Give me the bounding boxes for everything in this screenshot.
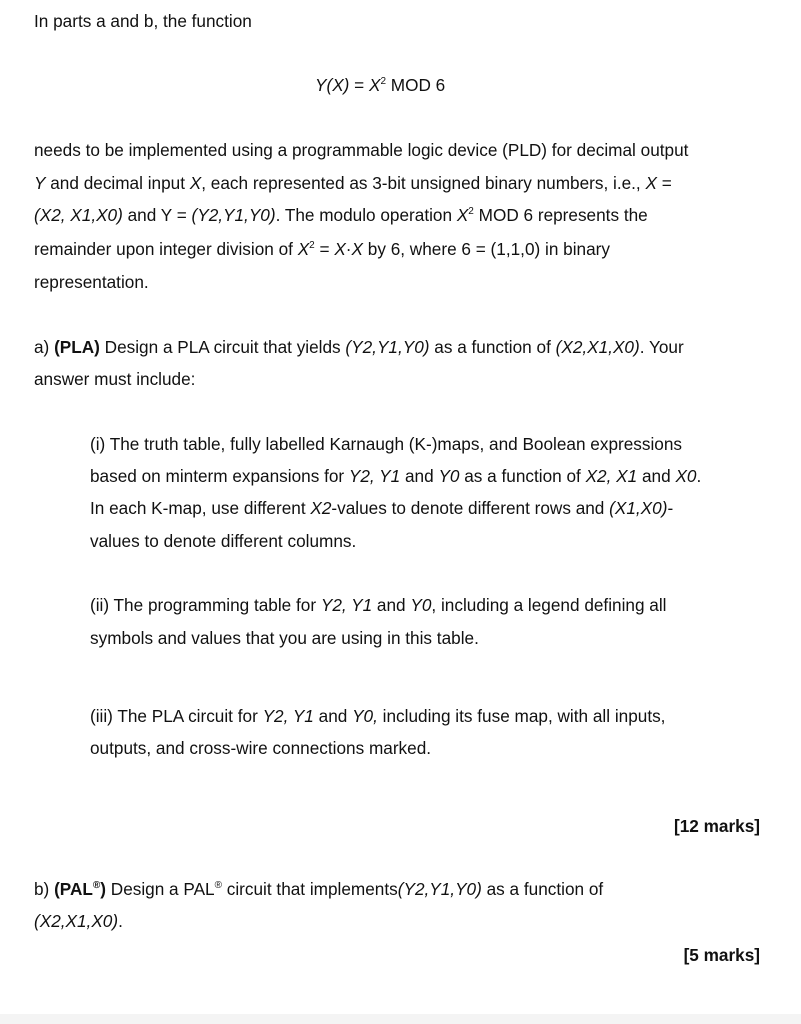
formula-base: X: [368, 75, 381, 95]
item-iii-text: including its fuse map, with all inputs,: [377, 706, 666, 726]
item-ii-text: and: [372, 595, 411, 615]
part-b-tag-text: (PAL: [54, 879, 93, 899]
part-a-text: Design a PLA circuit that yields: [99, 337, 346, 357]
description-text: and Y =: [122, 205, 192, 225]
item-i-line-1: [90, 432, 682, 456]
var-x: X: [189, 173, 202, 193]
var-y: Y: [34, 173, 46, 193]
part-b-marks-text: [5 marks]: [683, 945, 760, 965]
exponent: 2: [468, 206, 474, 217]
bottom-edge: [0, 1014, 801, 1024]
item-i-text: (i) The truth table, fully labelled Karnaugh (K-)maps, and Boolean expressions: [90, 434, 683, 454]
part-a-marks: [674, 814, 760, 838]
var-y0: Y0: [438, 466, 460, 486]
item-i-text: -: [667, 498, 674, 518]
part-a-line-2: [34, 367, 195, 391]
y-tuple: (Y2,Y1,Y0): [397, 879, 482, 899]
item-i-text: .: [696, 466, 702, 486]
item-iii-text: outputs, and cross-wire connections marked.: [90, 738, 432, 758]
part-b-text: as a function of: [481, 879, 604, 899]
item-i-text: values to denote different columns.: [90, 531, 357, 551]
item-iii-line-2: [90, 736, 431, 760]
formula-exponent: 2: [380, 76, 386, 87]
exponent: 2: [309, 240, 315, 251]
multiply-dot: ·: [345, 239, 352, 259]
description-text: needs to be implemented using a programmable logic device (PLD) for decimal output: [34, 140, 689, 160]
description-text: . The modulo operation: [275, 205, 457, 225]
part-b-tag-close: ): [100, 879, 106, 899]
item-ii-text: symbols and values that you are using in this table.: [90, 628, 479, 648]
part-a-text: . Your: [639, 337, 684, 357]
formula-eq: =: [349, 75, 369, 95]
item-i-text: and: [400, 466, 439, 486]
var-y2-y1: Y2, Y1: [262, 706, 314, 726]
x-tuple: (X2,X1,X0): [34, 911, 119, 931]
description-line-4: [34, 237, 610, 261]
description-text: and decimal input: [45, 173, 190, 193]
intro-text: In parts a and b, the function: [34, 11, 252, 31]
var-x: X: [297, 239, 310, 259]
description-text: , each represented as 3-bit unsigned binary numbers, i.e.,: [201, 173, 646, 193]
part-a-text: as a function of: [429, 337, 556, 357]
part-b-prefix: b): [34, 879, 55, 899]
x1-x0-tuple: (X1,X0): [609, 498, 668, 518]
part-a-line-1: [34, 335, 684, 359]
description-text: =: [314, 239, 335, 259]
item-iii-line-1: [90, 704, 665, 728]
registered-mark: ®: [214, 880, 222, 891]
var-x2: X2: [310, 498, 332, 518]
description-line-2: [34, 171, 672, 195]
var-y2-y1: Y2, Y1: [320, 595, 373, 615]
part-b-line-1: [34, 877, 603, 901]
part-b-text: circuit that implements: [221, 879, 398, 899]
description-text: by 6, where 6 = (1,1,0) in binary: [363, 239, 610, 259]
part-a-text: answer must include:: [34, 369, 196, 389]
var-y2-y1: Y2, Y1: [348, 466, 401, 486]
item-ii-text: (ii) The programming table for: [90, 595, 321, 615]
item-iii-text: (iii) The PLA circuit for: [90, 706, 263, 726]
item-iii-text: and: [313, 706, 353, 726]
part-a-marks-text: [12 marks]: [674, 816, 760, 836]
part-b-marks: [684, 943, 760, 967]
item-i-text: as a function of: [459, 466, 586, 486]
item-i-line-4: [90, 529, 356, 553]
formula-lhs: Y(X): [315, 75, 350, 95]
item-ii-text: , including a legend defining all: [431, 595, 667, 615]
x-tuple: (X2,X1,X0): [555, 337, 640, 357]
var-y0: Y0,: [352, 706, 378, 726]
var-x0: X0: [675, 466, 697, 486]
item-i-text: In each K-map, use different: [90, 498, 311, 518]
part-b-tag: [54, 879, 106, 899]
description-text: remainder upon integer division of: [34, 239, 298, 259]
registered-mark: ®: [92, 880, 101, 891]
item-i-text: and: [637, 466, 676, 486]
description-line-3: [34, 203, 648, 227]
var-x: X: [456, 205, 469, 225]
var-y0: Y0: [410, 595, 432, 615]
part-b-text: Design a PAL: [106, 879, 215, 899]
description-line-5: [34, 270, 149, 294]
var-x: X: [334, 239, 346, 259]
formula-rest: MOD 6: [386, 75, 446, 95]
part-b-text: .: [118, 911, 123, 931]
description-text: representation.: [34, 272, 149, 292]
intro-line: [34, 9, 252, 33]
var-x2-x1: X2, X1: [585, 466, 638, 486]
formula: [315, 73, 445, 97]
y-tuple: (Y2,Y1,Y0): [191, 205, 276, 225]
x-tuple: (X2, X1,X0): [34, 205, 123, 225]
item-i-text: -values to denote different rows and: [331, 498, 610, 518]
y-tuple: (Y2,Y1,Y0): [345, 337, 430, 357]
description-text: =: [656, 173, 672, 193]
part-b-line-2: [34, 909, 123, 933]
var-x: X: [351, 239, 363, 259]
part-a-tag: (PLA): [54, 337, 100, 357]
var-x: X: [645, 173, 657, 193]
item-i-text: based on minterm expansions for: [90, 466, 349, 486]
description-line-1: [34, 138, 688, 162]
part-a-prefix: a): [34, 337, 55, 357]
description-text: MOD 6 represents the: [473, 205, 648, 225]
item-i-line-3: [90, 496, 673, 520]
item-ii-line-2: [90, 626, 479, 650]
item-i-line-2: [90, 464, 701, 488]
item-ii-line-1: [90, 593, 667, 617]
